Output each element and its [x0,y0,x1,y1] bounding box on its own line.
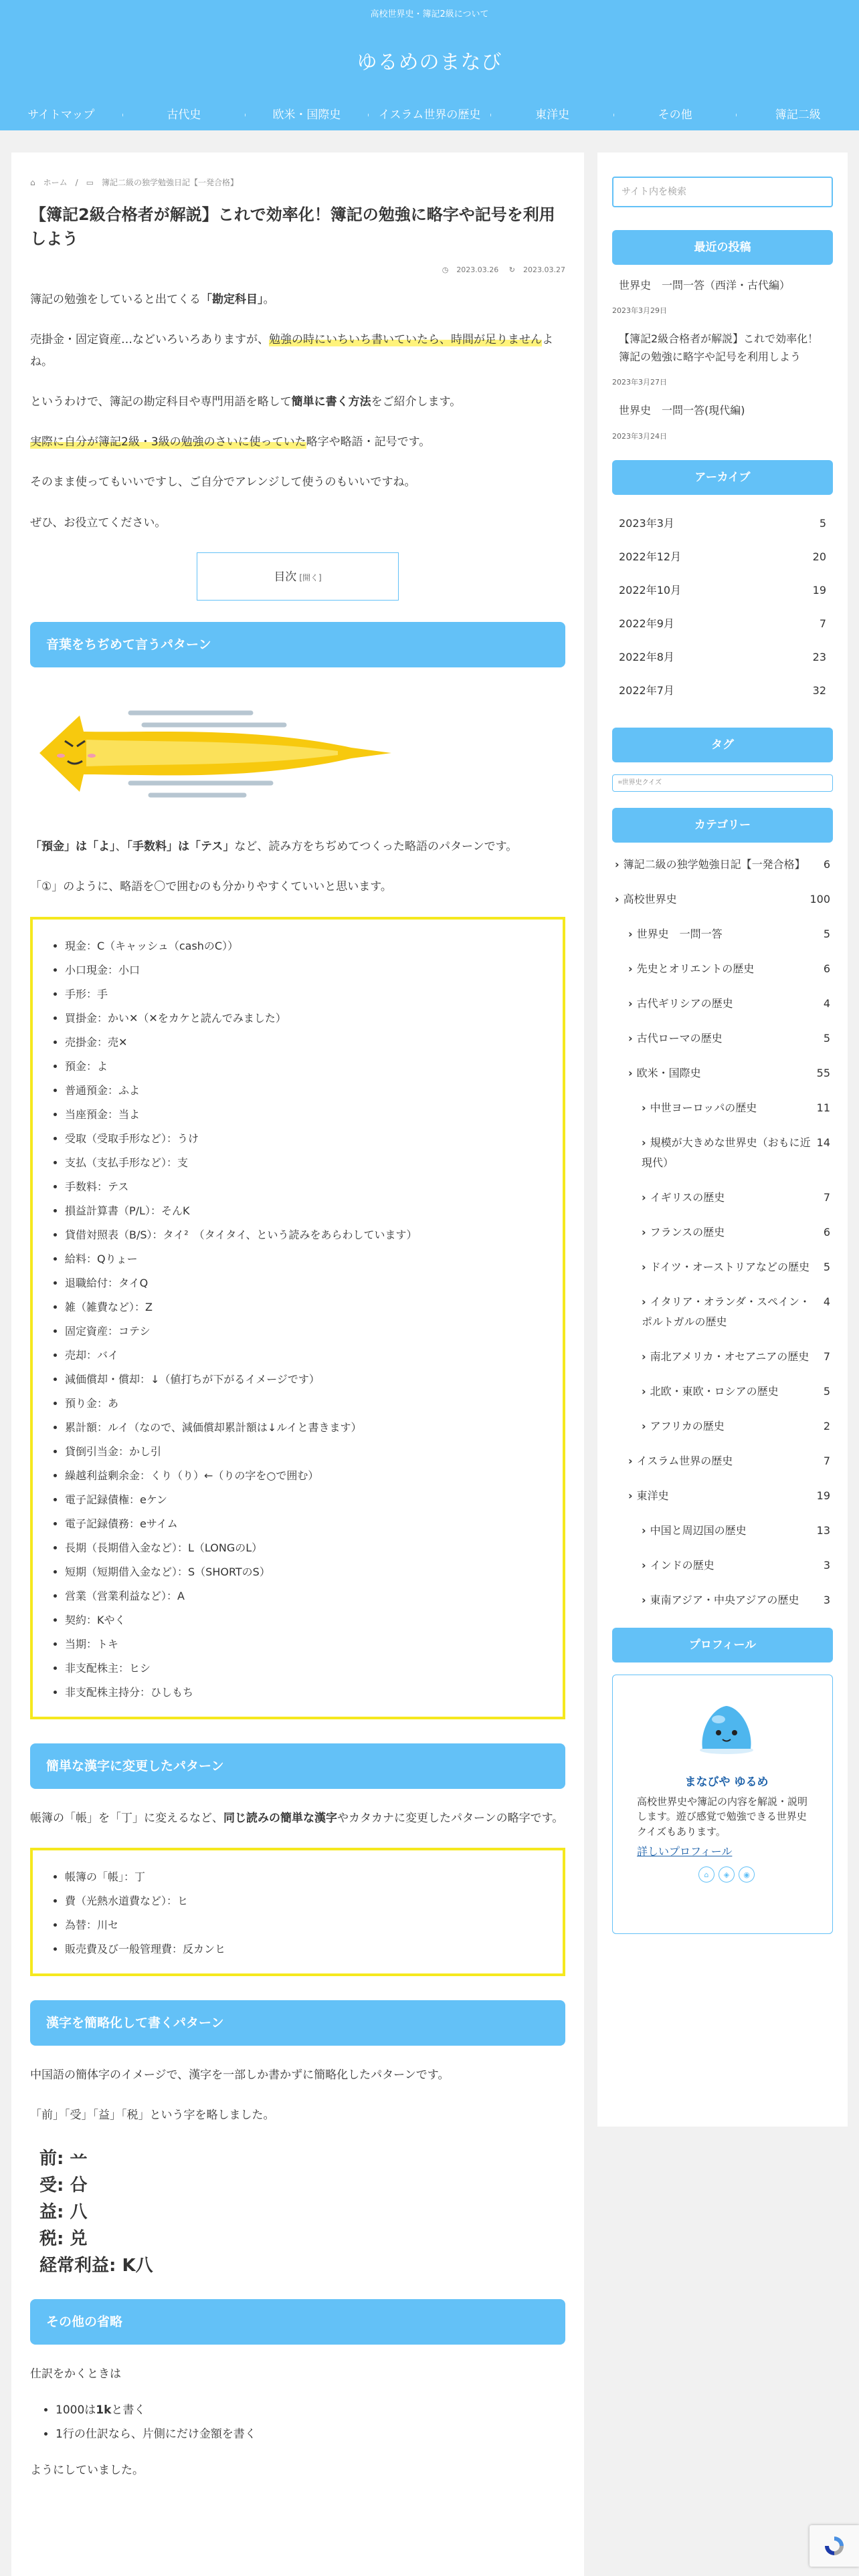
abbreviation-list-box [30,917,565,1719]
arrow-face-icon [30,686,391,820]
list-item [56,2398,565,2422]
category-item[interactable] [612,1063,833,1083]
text: やカタカナに変更したパターンの略字です。 [337,1811,564,1825]
list-item: • 為替：川セ [65,1913,545,1937]
section-heading: その他の省略 [30,2299,565,2345]
category-name: › イタリア・オランダ・スペイン・ポルトガルの歴史 [642,1292,820,1332]
category-name: › 高校世界史 [615,889,805,909]
kanji-glyph: 㕣 [64,2175,88,2195]
tag-label: 世界史クイズ [622,778,662,786]
category-item[interactable] [612,924,833,944]
profile-heading: プロフィール [612,1628,833,1662]
list-item: • 給料：Qりょー [65,1247,545,1271]
category-count: 5 [823,927,830,940]
page-title: 【簿記2級合格者が解説】これで効率化！簿記の勉強に略字や記号を利用しよう [30,205,555,248]
article-main [11,152,584,2576]
category-count: 6 [823,857,830,871]
category-name: › 中世ヨーロッパの歴史 [642,1098,813,1118]
category-count: 6 [823,962,830,975]
category-name: › イスラム世界の歴史 [628,1451,820,1471]
home-icon: ⌂ [30,178,35,187]
intro-paragraph: そのまま使ってもいいですし、ご自分でアレンジして使うのもいいですね。 [30,475,416,490]
text: 1行の仕訳なら、片側にだけ金額を書く [56,2427,256,2441]
recent-post-date: 2023年3月24日 [612,431,667,441]
archive-count: 7 [819,617,826,630]
nav-item-sitemap[interactable]: サイトマップ [27,108,95,122]
home-icon[interactable]: ⌂ [698,1866,714,1883]
nav-item-other[interactable]: その他 [658,108,692,122]
category-item[interactable] [612,994,833,1014]
archive-label: 2023年3月 [619,516,674,530]
list-item: • 手形：手 [65,982,545,1006]
list-item: • 買掛金：かい✕（✕をカケと読んでみました） [65,1006,545,1031]
category-name: › フランスの歴史 [642,1222,820,1243]
kanji-label: 益: [39,2202,64,2222]
archive-list [612,507,833,708]
archive-item[interactable] [612,607,833,641]
category-item[interactable] [612,855,833,875]
folder-icon: ▭ [86,178,94,187]
text-bold: 「勘定科目」 [201,293,264,306]
category-item[interactable] [612,1292,833,1332]
list-item: • 繰越利益剰余金：くり（り）←（りの字を○で囲む） [65,1464,545,1488]
recent-post-link[interactable]: 【簿記2級合格者が解説】これで効率化！簿記の勉強に略字や記号を利用しよう [619,332,819,363]
date-updated: 2023.03.27 [523,265,565,274]
category-count: 5 [823,1384,830,1398]
category-name: › 北欧・東欧・ロシアの歴史 [642,1382,820,1402]
category-item[interactable] [612,1416,833,1436]
intro-paragraph [30,289,565,310]
other-tips-list [30,2398,565,2446]
category-item[interactable] [612,1347,833,1367]
category-count: 5 [823,1031,830,1045]
list-item: • 小口現金：小口 [65,958,545,982]
list-item: • 貸倒引当金：かし引 [65,1440,545,1464]
category-item[interactable] [612,1590,833,1610]
profile-name[interactable]: まなびや ゆるめ [684,1775,769,1789]
section-paragraph: 中国語の簡体字のイメージで、漢字を一部しか書かずに簡略化したパターンです。 [30,2068,450,2082]
category-count: 2 [823,1419,830,1432]
category-item[interactable] [612,1029,833,1049]
recent-post-link[interactable]: 世界史 一問一答（西洋・古代編） [619,279,791,292]
category-name: › 簿記二級の独学勉強日記【一発合格】 [615,855,820,875]
nav-item-eastern[interactable]: 東洋史 [535,108,570,122]
kanji-glyph: 八 [64,2202,88,2222]
text: 略字や略語・記号です。 [306,435,431,449]
category-item[interactable] [612,1451,833,1471]
category-count: 7 [823,1350,830,1363]
list-item: • 契約：Kやく [65,1608,545,1632]
category-name: › 先史とオリエントの歴史 [628,959,820,979]
nav-item-boki[interactable]: 簿記二級 [775,108,821,122]
list-item: • 累計額：ルイ（なので、減価償却累計額は↓ルイと書きます） [65,1416,545,1440]
list-item: • 退職給付：タイQ [65,1271,545,1295]
list-item: • 受取（受取手形など）：うけ [65,1127,545,1151]
category-name: › 東洋史 [628,1486,813,1506]
category-name: › アフリカの歴史 [642,1416,820,1436]
profile-link[interactable]: 詳しいプロフィール [637,1845,733,1858]
section-paragraph: 「前」「受」「益」「税」という字を略しました。 [30,2109,275,2123]
category-item[interactable] [612,1382,833,1402]
breadcrumb-category[interactable]: 簿記二級の独学勉強日記【一発合格】 [102,178,239,187]
feedly-icon[interactable]: ◈ [719,1866,735,1883]
text-bold: 「手数料」は「テス」 [126,840,235,854]
archive-label: 2022年10月 [619,583,682,597]
recaptcha-badge[interactable] [809,2525,859,2567]
category-count: 11 [816,1101,830,1114]
category-name: › インドの歴史 [642,1555,820,1576]
category-count: 6 [823,1225,830,1239]
list-item: • 短期（短期借入金など）：S（SHORTのS） [65,1560,545,1584]
search-input[interactable]: サイト内を検索 [612,177,833,207]
text-bold: 1k [96,2403,112,2417]
intro-paragraph [30,391,565,413]
category-name: › イギリスの歴史 [642,1188,820,1208]
list-item: • 電子記録債権：eケン [65,1488,545,1512]
kanji-label: 経常利益: [39,2255,116,2276]
recent-posts-heading: 最近の投稿 [612,230,833,265]
kanji-row [39,2199,565,2226]
global-nav [0,100,859,130]
category-name: › ドイツ・オーストリアなどの歴史 [642,1257,820,1277]
category-list [612,855,833,1610]
category-count: 55 [816,1066,830,1079]
archive-item[interactable] [612,507,833,540]
category-item[interactable] [612,959,833,979]
kanji-row [39,2145,565,2172]
archive-item[interactable] [612,540,833,574]
list-item: • 長期（長期借入金など）：L（LONGのL） [65,1536,545,1560]
category-item[interactable] [612,1222,833,1243]
list-item: • 当期：トキ [65,1632,545,1656]
text: 帳簿の「帳」を「丁」に変えるなど、 [30,1811,223,1825]
list-item: • 支払（支払手形など）：支 [65,1151,545,1175]
kanji-row [39,2172,565,2199]
category-item[interactable] [612,1188,833,1208]
tag-heading: タグ [612,728,833,762]
section-paragraph [30,1808,565,1829]
text: というわけで、簿記の勘定科目や専門用語を略して [30,395,292,409]
category-name: › 中国と周辺国の歴史 [642,1521,813,1541]
category-count: 13 [816,1523,830,1537]
category-name: › 古代ローマの歴史 [628,1029,820,1049]
archive-label: 2022年7月 [619,683,674,697]
text: よね。 [30,333,553,368]
table-of-contents[interactable] [197,552,399,601]
list-item: • 減価償却・償却：↓（値打ちが下がるイメージです） [65,1368,545,1392]
text-bold: 「預金」は「よ」 [30,840,116,854]
text: をご紹介します。 [371,395,462,409]
archive-count: 5 [819,516,826,530]
category-heading: カテゴリー [612,808,833,843]
list-item: • 販売費及び一般管理費：反カンヒ [65,1937,545,1961]
text: 売掛金・固定資産…などいろいろありますが、 [30,333,269,347]
list-item: • 営業（営業利益など）：A [65,1584,545,1608]
tag-item[interactable] [612,774,833,792]
section-paragraph: ようにしていました。 [30,2463,144,2477]
category-count: 19 [816,1489,830,1502]
profile-card [612,1675,833,1934]
section-paragraph: 「①」のように、略語を〇で囲むのも分かりやすくていいと思います。 [30,880,392,894]
nav-item-islam[interactable]: イスラム世界の歴史 [378,108,481,122]
category-count: 100 [809,892,830,905]
list-item: • 現金：C（キャッシュ（cashのC）） [65,934,545,958]
section-heading: 漢字を簡略化して書くパターン [30,2000,565,2046]
archive-label: 2022年9月 [619,617,674,630]
refresh-icon: ↻ [508,265,516,274]
category-name: › 東南アジア・中央アジアの歴史 [642,1590,820,1610]
archive-label: 2022年12月 [619,550,682,563]
list-item: • 電子記録債務：eサイム [65,1512,545,1536]
nav-item-western[interactable]: 欧米・国際史 [272,108,341,122]
profile-social-icons [637,1866,816,1883]
list-item: • 当座預金：当よ [65,1103,545,1127]
list-item: • 普通預金：ふよ [65,1079,545,1103]
archive-heading: アーカイブ [612,460,833,495]
kanji-label: 税: [39,2228,64,2249]
simplified-kanji-sample [30,2145,565,2279]
toc-label: 目次 [274,570,297,584]
category-item[interactable] [612,1486,833,1506]
section-paragraph: 仕訳をかくときは [30,2367,121,2381]
category-name: › 古代ギリシアの歴史 [628,994,820,1014]
archive-label: 2022年8月 [619,650,674,663]
archive-item[interactable] [612,674,833,708]
kanji-glyph: 䒑 [64,2148,88,2169]
section-paragraph [30,836,565,857]
tag-icon: ⌗ [618,778,622,786]
list-item: • 損益計算書（P/L）：そんK [65,1199,545,1223]
abbreviation-list [50,934,545,1705]
recent-post-date: 2023年3月29日 [612,306,667,316]
category-count: 4 [823,1295,830,1308]
category-item[interactable] [612,1555,833,1576]
section-heading: 音葉をちぢめて言うパターン [30,622,565,667]
intro-paragraph [30,329,565,372]
list-item: • 費（光熱水道費など）：ヒ [65,1889,545,1913]
recaptcha-icon [822,2534,846,2558]
list-item: • 非支配株主：ヒシ [65,1656,545,1681]
recent-post-link[interactable]: 世界史 一問一答(現代編) [619,404,745,417]
text: 簿記の勉強をしていると出てくる [30,293,201,306]
list-item: • 非支配株主持分：ひしもち [65,1681,545,1705]
toc-toggle[interactable]: [開く] [299,573,322,583]
list-item: • 手数料：テス [65,1175,545,1199]
list-item: • 預金：よ [65,1055,545,1079]
rss-icon[interactable]: ◉ [739,1866,755,1883]
category-name: › 世界史 一問一答 [628,924,820,944]
category-count: 7 [823,1190,830,1204]
text: と書く [111,2403,146,2417]
breadcrumb-sep: / [75,178,78,187]
category-item[interactable] [612,1521,833,1541]
archive-count: 32 [812,683,826,697]
category-count: 3 [823,1593,830,1606]
recent-post-date: 2023年3月27日 [612,378,667,387]
site-tagline: 高校世界史・簿記2級について [370,9,489,19]
text-bold: 簡単に書く方法 [291,395,371,409]
category-count: 3 [823,1558,830,1572]
text: 1000は [56,2403,96,2417]
list-item: • 預り金：あ [65,1392,545,1416]
date-published: 2023.03.26 [456,265,499,274]
archive-count: 20 [812,550,826,563]
kanji-label: 受: [39,2175,64,2195]
sidebar [597,152,848,2127]
clock-icon: ◷ [442,265,449,274]
text: 、 [115,840,127,854]
text: など、読み方をちぢめてつくった略語のパターンです。 [234,840,518,854]
kanji-glyph: K八 [116,2255,153,2276]
recent-posts-list [612,277,833,441]
kanji-glyph: 兑 [64,2228,88,2249]
breadcrumb [30,177,565,188]
kanji-row [39,2226,565,2252]
text-highlight: 勉強の時にいちいち書いていたら、時間が足りません [269,333,542,347]
breadcrumb-home[interactable]: ホーム [43,178,68,187]
category-item[interactable] [612,1133,833,1173]
category-count: 14 [816,1136,830,1149]
list-item: • 売却：バイ [65,1344,545,1368]
category-item[interactable] [612,1257,833,1277]
archive-item[interactable] [612,641,833,674]
category-item[interactable] [612,889,833,909]
archive-item[interactable] [612,574,833,607]
simple-kanji-list [50,1865,545,1961]
category-name: › 規模が大きめな世界史（おもに近現代） [642,1133,813,1173]
profile-text: 高校世界史や簿記の内容を解説・説明します。遊び感覚で勉強できる世界史クイズもあります。 [637,1795,808,1838]
list-item: • 固定資産：コテシ [65,1319,545,1344]
archive-count: 23 [812,650,826,663]
section-heading: 簡単な漢字に変更したパターン [30,1743,565,1789]
category-count: 5 [823,1260,830,1273]
intro-paragraph: ぜひ、お役立てください。 [30,516,167,530]
post-dates [30,265,565,274]
simple-kanji-list-box [30,1848,565,1976]
site-header [0,0,859,130]
slime-avatar-icon [693,1702,760,1755]
site-title[interactable]: ゆるめのまなび [357,51,502,74]
list-item: • 貸借対照表（B/S）：タイ² （タイタイ、という読みをあらわしています） [65,1223,545,1247]
intro-paragraph [30,431,565,453]
list-item: • 雑（雑費など）：Z [65,1295,545,1319]
kanji-label: 前: [39,2148,64,2169]
list-item [56,2422,565,2446]
avatar [637,1702,816,1759]
kanji-row [39,2252,565,2279]
text-bold: 同じ読みの簡単な漢字 [223,1811,337,1825]
category-name: › 欧米・国際史 [628,1063,813,1083]
category-item[interactable] [612,1098,833,1118]
arrow-illustration [30,686,565,820]
list-item: • 売掛金：売✕ [65,1031,545,1055]
archive-count: 19 [812,583,826,597]
category-count: 7 [823,1454,830,1467]
nav-item-ancient[interactable]: 古代史 [167,108,201,122]
category-count: 4 [823,996,830,1010]
text-highlight: 実際に自分が簿記2級・3級の勉強のさいに使っていた [30,435,306,449]
text: 。 [263,293,275,306]
list-item: • 帳簿の「帳」：丁 [65,1865,545,1889]
category-name: › 南北アメリカ・オセアニアの歴史 [642,1347,820,1367]
